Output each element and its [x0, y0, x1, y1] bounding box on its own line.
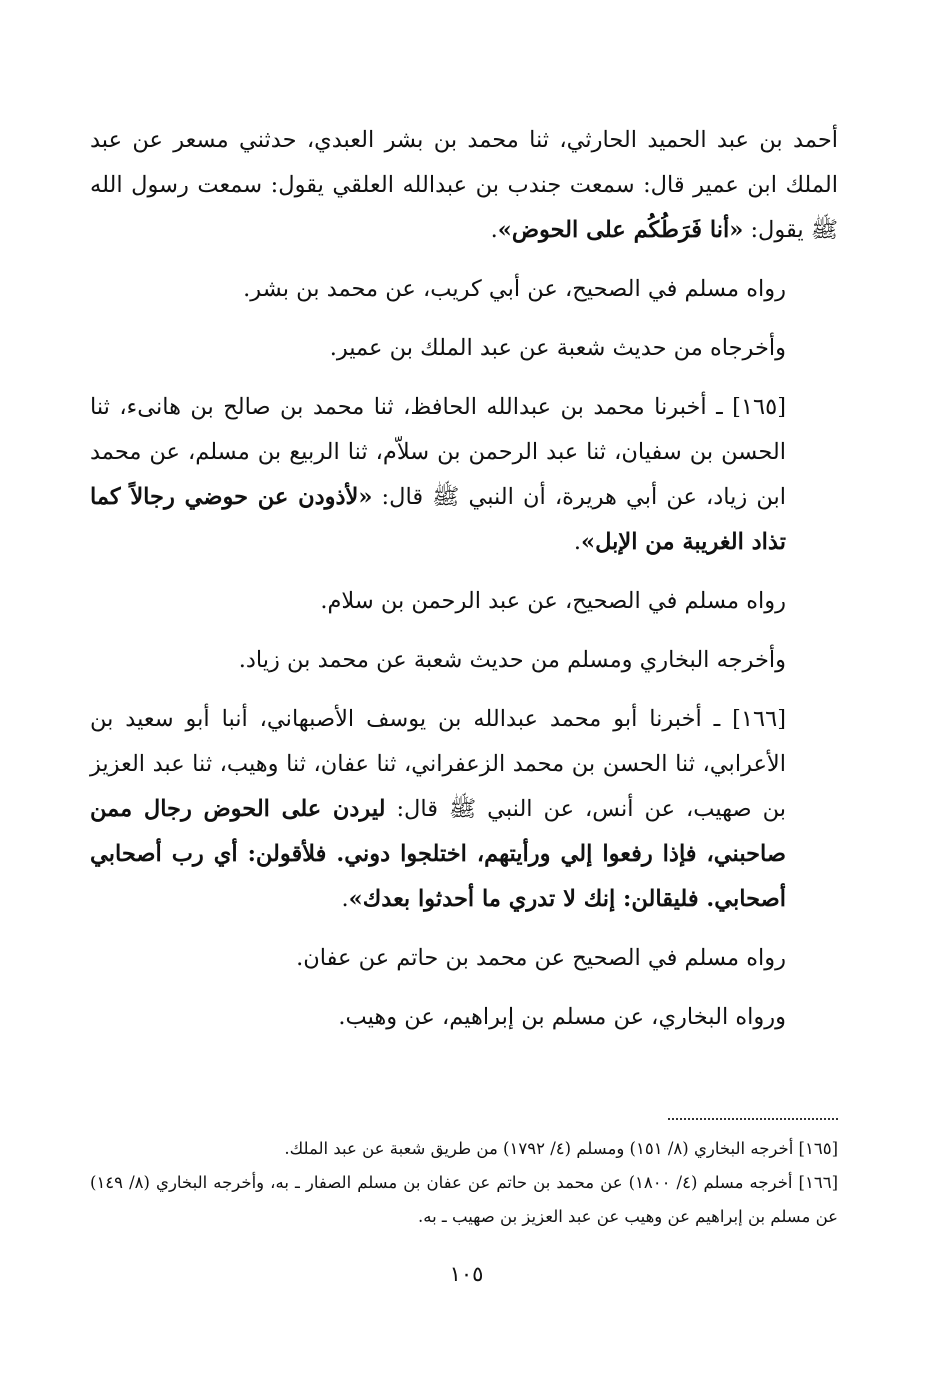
takhrij-note: رواه مسلم في الصحيح، عن عبد الرحمن بن سلام.	[320, 588, 786, 614]
footnote-166: [١٦٦] أخرجه مسلم (٤/ ١٨٠٠) عن محمد بن حاتم عن عفان بن مسلم الصفار ـ به، وأخرجه البخاري (٨/ ١٤٩) عن مسلم بن إبراهيم عن وهيب عن عبد العزيز بن صهيب ـ به.	[90, 1173, 839, 1226]
takhrij-note: ورواه البخاري، عن مسلم بن إبراهيم، عن وهيب.	[338, 1004, 786, 1030]
sentence-end: .	[573, 529, 582, 555]
page-number: ١٠٥	[449, 1262, 484, 1286]
takhrij-note: وأخرجه البخاري ومسلم من حديث شعبة عن محمد بن زياد.	[238, 647, 786, 673]
hadith-matn: «أنا فَرَطُكُم على الحوض»	[497, 217, 744, 243]
sentence-end: .	[341, 886, 349, 912]
takhrij-note: رواه مسلم في الصحيح عن محمد بن حاتم عن عفان.	[296, 945, 786, 971]
main-text	[90, 118, 838, 1054]
takhrij-note: وأخرجاه من حديث شعبة عن عبد الملك بن عمير.	[329, 335, 786, 361]
sentence-end: .	[490, 217, 498, 243]
takhrij-note: رواه مسلم في الصحيح، عن أبي كريب، عن محمد بن بشر.	[243, 276, 786, 302]
footnote-165: [١٦٥] أخرجه البخاري (٨/ ١٥١) ومسلم (٤/ ١٧٩٢) من طريق شعبة عن عبد الملك.	[284, 1139, 838, 1158]
hadith-narration-165	[90, 385, 838, 565]
isnad-text: أحمد بن عبد الحميد الحارثي، ثنا محمد بن بشر العبدي، حدثني مسعر عن عبد الملك ابن عمير قال: سمعت جندب بن عبدالله العلقي يقول: سمعت رسول الله ﷺ يقول:	[90, 127, 838, 243]
isnad-text: [١٦٥] ـ أخبرنا محمد بن عبدالله الحافظ، ثنا محمد بن صالح بن هانىء، ثنا الحسن بن سفيان، ثنا عبد الرحمن بن سلاّم، ثنا الربيع بن مسلم، عن محمد ابن زياد، عن أبي هريرة، أن النبي ﷺ قال:	[90, 394, 786, 510]
footnote-divider	[668, 1118, 838, 1120]
isnad-text: [١٦٦] ـ أخبرنا أبو محمد عبدالله بن يوسف الأصبهاني، أنبا أبو سعيد بن الأعرابي، ثنا الحسن بن محمد الزعفراني، ثنا عفان، ثنا وهيب، ثنا عبد العزيز بن صهيب، عن أنس، عن النبي ﷺ قال:	[90, 706, 786, 822]
hadith-narration-166	[90, 697, 838, 922]
hadith-matn: «لأذودن عن حوضي رجالاً كما تذاد الغريبة من الإبل»	[90, 484, 786, 555]
hadith-matn: ليردن على الحوض رجال ممن صاحبني، فإذا رفعوا إلي ورأيتهم، اختلجوا دوني. فلأقولن: أي رب أصحابي أصحابي. فليقالن: إنك لا تدري ما أحدثوا بعدك»	[90, 796, 786, 912]
footnotes-section	[90, 1118, 838, 1234]
hadith-narration-164	[90, 118, 838, 253]
